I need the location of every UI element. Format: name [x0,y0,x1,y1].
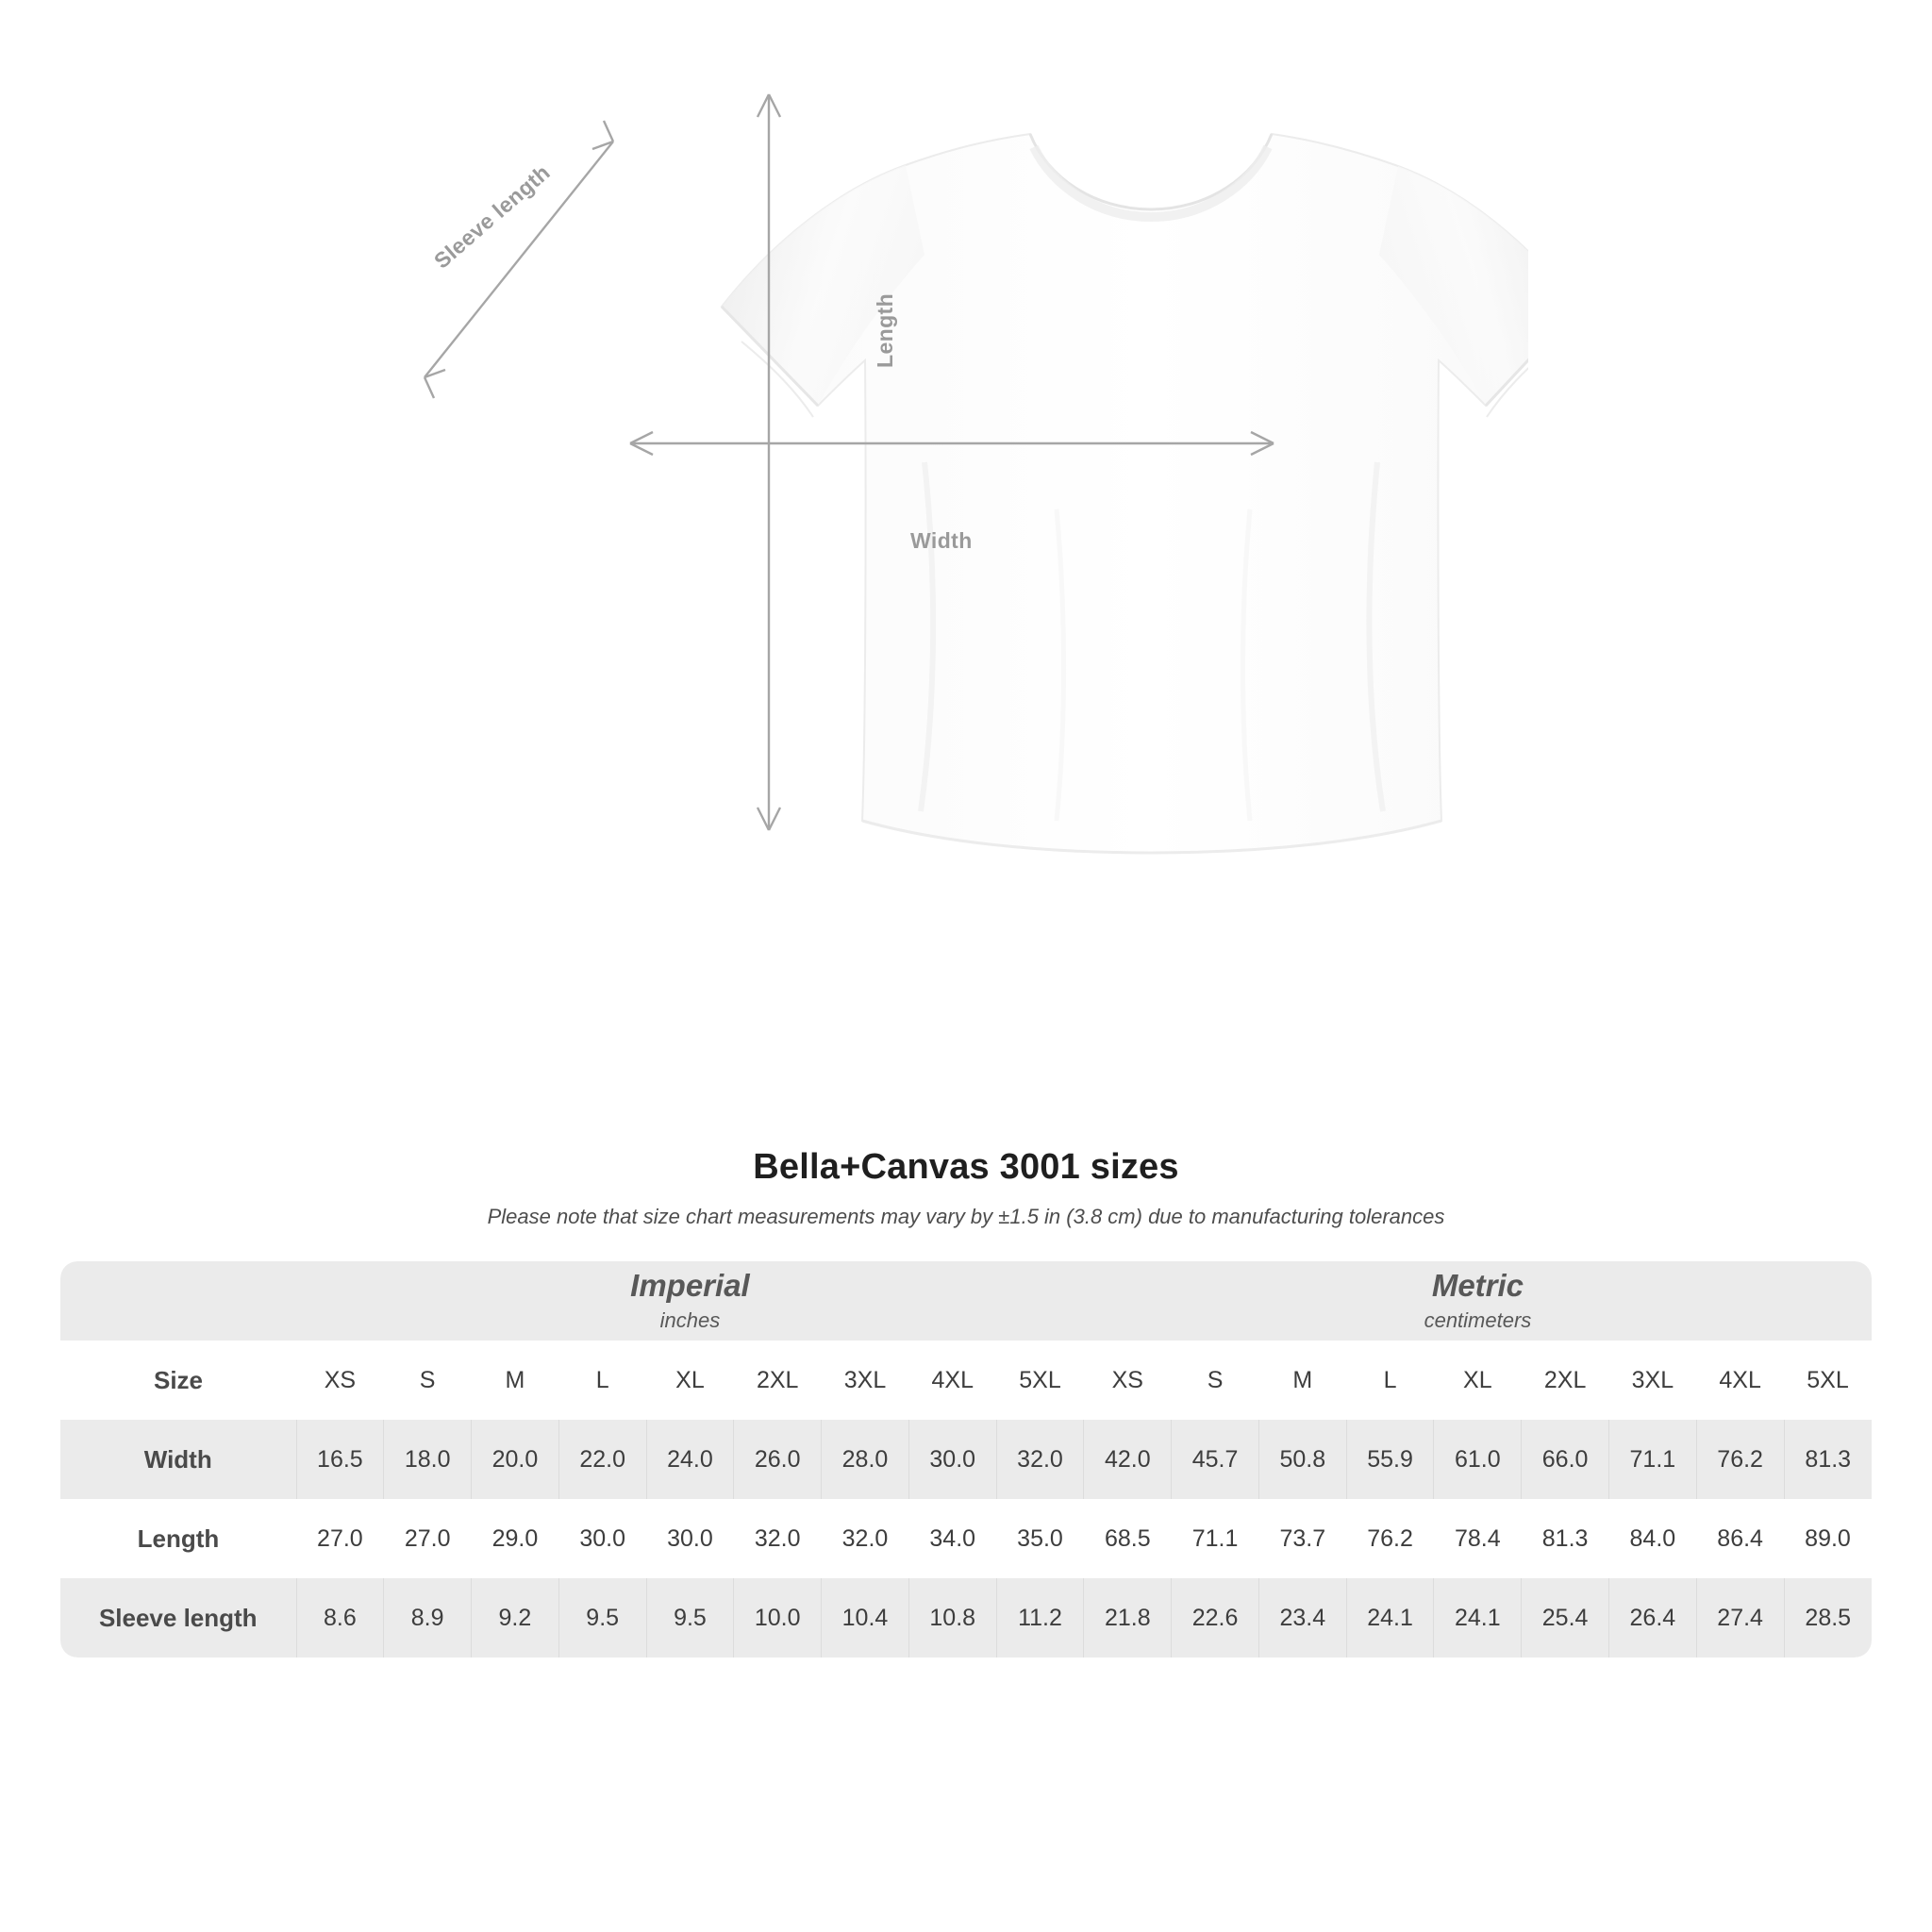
cell-length-imp-m: 29.0 [472,1499,559,1578]
table-row [60,1499,1872,1578]
cell-sleeve-met-xs: 21.8 [1084,1578,1172,1657]
size-header-imp-l: L [558,1341,646,1420]
cell-length-met-xs: 68.5 [1084,1499,1172,1578]
cell-sleeve-met-xl: 24.1 [1434,1578,1522,1657]
cell-sleeve-imp-xl: 9.5 [646,1578,734,1657]
cell-width-met-s: 45.7 [1172,1420,1259,1499]
table-row [60,1420,1872,1499]
cell-length-met-3xl: 84.0 [1608,1499,1696,1578]
unit-sub-metric: centimeters [1424,1308,1532,1333]
cell-length-imp-xl: 30.0 [646,1499,734,1578]
cell-width-met-m: 50.8 [1258,1420,1346,1499]
title-block [0,1147,1932,1229]
size-header-met-l: L [1346,1341,1434,1420]
size-header-row [60,1341,1872,1420]
cell-sleeve-met-l: 24.1 [1346,1578,1434,1657]
size-header-imp-4xl: 4XL [908,1341,996,1420]
cell-width-met-5xl: 81.3 [1784,1420,1872,1499]
cell-width-met-xs: 42.0 [1084,1420,1172,1499]
cell-width-imp-2xl: 26.0 [734,1420,822,1499]
width-label: Width [910,528,973,553]
size-header-met-s: S [1172,1341,1259,1420]
cell-width-imp-xl: 24.0 [646,1420,734,1499]
cell-sleeve-imp-2xl: 10.0 [734,1578,822,1657]
cell-length-imp-3xl: 32.0 [822,1499,909,1578]
size-header-imp-s: S [384,1341,472,1420]
unit-title-metric: Metric [1431,1267,1524,1303]
size-header-imp-2xl: 2XL [734,1341,822,1420]
cell-sleeve-met-3xl: 26.4 [1608,1578,1696,1657]
cell-length-met-4xl: 86.4 [1696,1499,1784,1578]
row-label-width: Width [60,1420,296,1499]
cell-width-imp-xs: 16.5 [296,1420,384,1499]
cell-length-met-m: 73.7 [1258,1499,1346,1578]
unit-group-metric [1084,1261,1872,1341]
sleeve-length-label: Sleeve length [429,159,555,274]
unit-header-row [60,1261,1872,1341]
cell-sleeve-met-5xl: 28.5 [1784,1578,1872,1657]
size-header-met-5xl: 5XL [1784,1341,1872,1420]
size-header-met-2xl: 2XL [1522,1341,1609,1420]
table-row [60,1578,1872,1657]
cell-length-met-s: 71.1 [1172,1499,1259,1578]
cell-width-imp-5xl: 32.0 [996,1420,1084,1499]
cell-length-imp-2xl: 32.0 [734,1499,822,1578]
cell-width-imp-4xl: 30.0 [908,1420,996,1499]
cell-length-imp-s: 27.0 [384,1499,472,1578]
tolerance-note: Please note that size chart measurements may vary by ±1.5 in (3.8 cm) due to manufacturing tolerances [487,1205,1445,1228]
cell-sleeve-met-4xl: 27.4 [1696,1578,1784,1657]
cell-sleeve-met-s: 22.6 [1172,1578,1259,1657]
unit-title-imperial: Imperial [630,1267,750,1303]
cell-length-imp-xs: 27.0 [296,1499,384,1578]
unit-group-imperial [296,1261,1084,1341]
cell-sleeve-imp-4xl: 10.8 [908,1578,996,1657]
row-label-length: Length [60,1499,296,1578]
cell-length-met-2xl: 81.3 [1522,1499,1609,1578]
cell-width-imp-m: 20.0 [472,1420,559,1499]
cell-sleeve-imp-s: 8.9 [384,1578,472,1657]
unit-sub-imperial: inches [659,1308,721,1333]
size-header-met-xl: XL [1434,1341,1522,1420]
row-header-size: Size [60,1341,296,1420]
cell-width-met-4xl: 76.2 [1696,1420,1784,1499]
cell-length-imp-l: 30.0 [558,1499,646,1578]
length-label: Length [873,292,897,368]
cell-width-met-l: 55.9 [1346,1420,1434,1499]
cell-length-imp-4xl: 34.0 [908,1499,996,1578]
cell-sleeve-imp-5xl: 11.2 [996,1578,1084,1657]
cell-length-met-l: 76.2 [1346,1499,1434,1578]
cell-sleeve-met-2xl: 25.4 [1522,1578,1609,1657]
tshirt-graphic [396,66,1528,1057]
row-label-sleeve-length: Sleeve length [60,1578,296,1657]
cell-sleeve-imp-m: 9.2 [472,1578,559,1657]
cell-sleeve-met-m: 23.4 [1258,1578,1346,1657]
size-header-imp-xl: XL [646,1341,734,1420]
cell-width-imp-3xl: 28.0 [822,1420,909,1499]
cell-sleeve-imp-l: 9.5 [558,1578,646,1657]
size-table [60,1261,1872,1657]
size-header-imp-xs: XS [296,1341,384,1420]
cell-width-met-3xl: 71.1 [1608,1420,1696,1499]
cell-width-met-2xl: 66.0 [1522,1420,1609,1499]
cell-length-met-5xl: 89.0 [1784,1499,1872,1578]
page-title: Bella+Canvas 3001 sizes [753,1147,1179,1187]
size-header-met-3xl: 3XL [1608,1341,1696,1420]
cell-width-met-xl: 61.0 [1434,1420,1522,1499]
size-header-imp-3xl: 3XL [822,1341,909,1420]
cell-length-met-xl: 78.4 [1434,1499,1522,1578]
cell-width-imp-l: 22.0 [558,1420,646,1499]
size-header-met-xs: XS [1084,1341,1172,1420]
size-header-imp-5xl: 5XL [996,1341,1084,1420]
size-header-imp-m: M [472,1341,559,1420]
size-header-met-4xl: 4XL [1696,1341,1784,1420]
size-header-met-m: M [1258,1341,1346,1420]
table-corner-cell [60,1261,296,1341]
cell-width-imp-s: 18.0 [384,1420,472,1499]
cell-sleeve-imp-xs: 8.6 [296,1578,384,1657]
cell-length-imp-5xl: 35.0 [996,1499,1084,1578]
cell-sleeve-imp-3xl: 10.4 [822,1578,909,1657]
size-table-wrapper [60,1261,1872,1657]
